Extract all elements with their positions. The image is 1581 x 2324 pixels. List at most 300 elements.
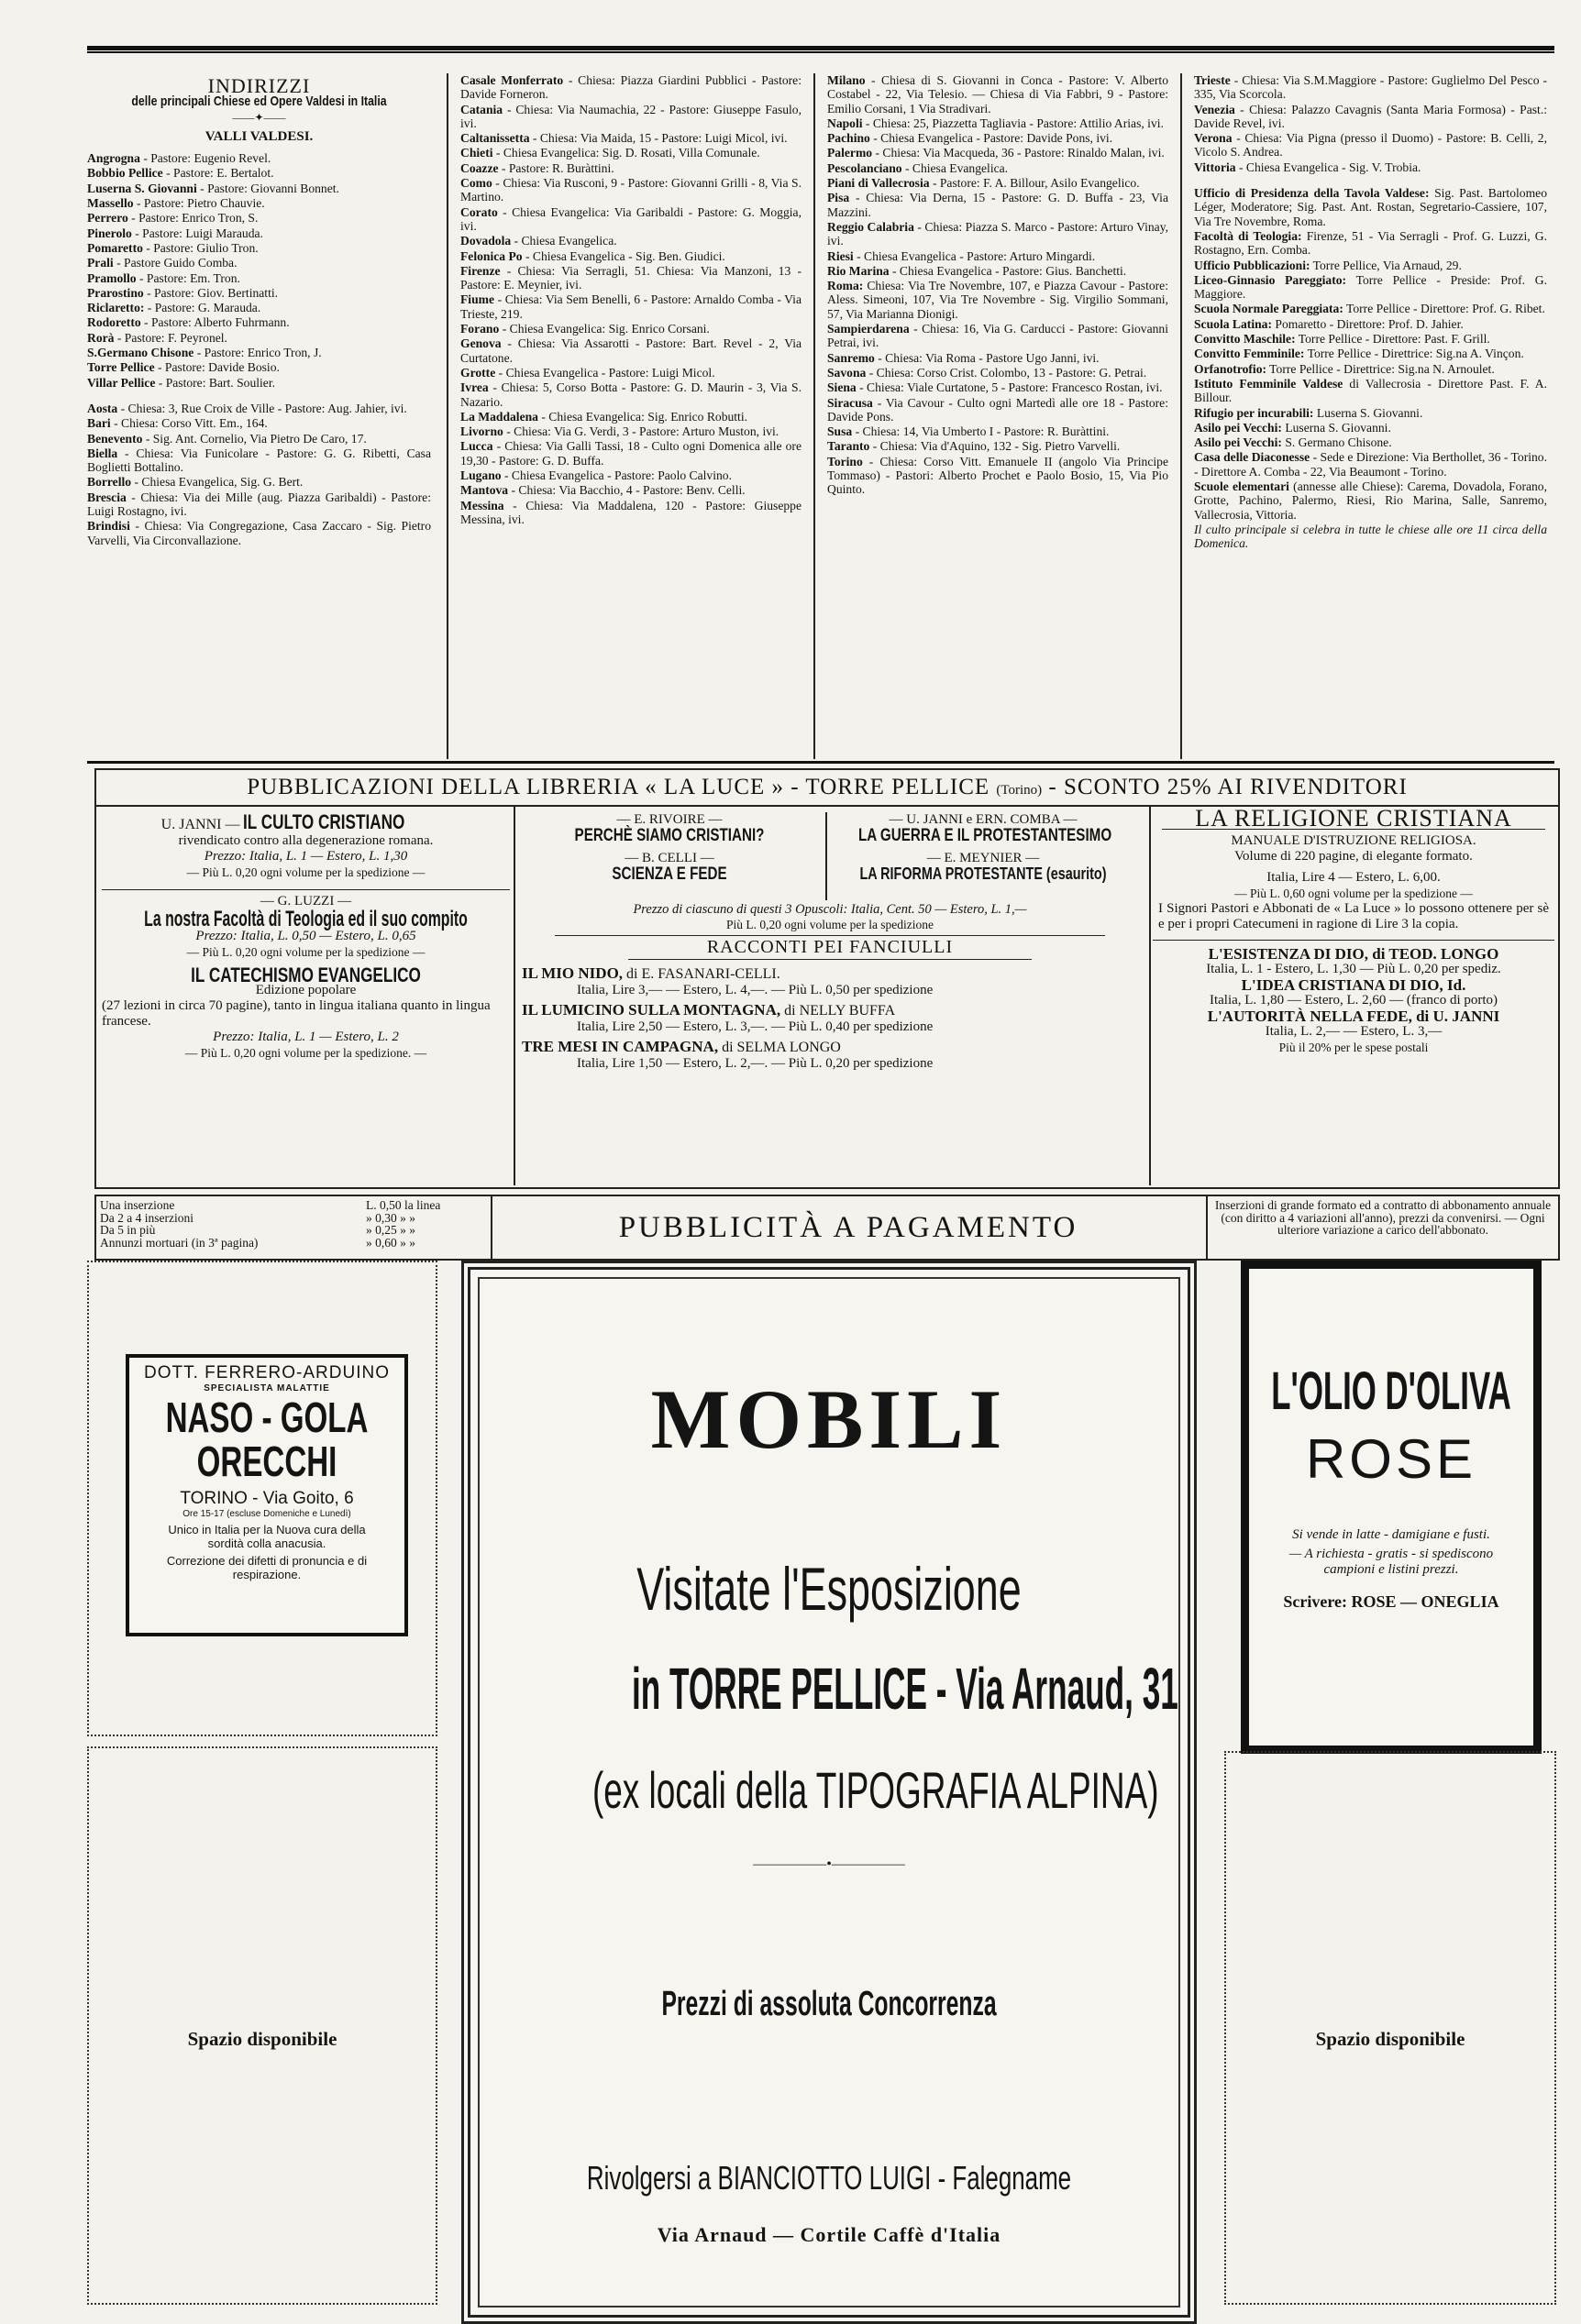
opuscoli-ship: Più L. 0,20 ogni volume per la spedizione	[725, 918, 934, 931]
entry-place: Prarostino	[87, 285, 144, 300]
address-entry	[460, 439, 802, 468]
rate-row	[100, 1212, 485, 1225]
ferrero-doctor: DOTT. FERRERO-ARDUINO	[144, 1363, 390, 1382]
entry-place: Napoli	[827, 116, 863, 130]
entry-detail: - Chiesa: Corso Crist. Colombo, 13 - Pastore: G. Petrai.	[866, 365, 1147, 380]
religione-note: I Signori Pastori e Abbonati de « La Luce » lo possono ottenere per sè e per i propri Catecumeni in ragione di Lire 3 la copia.	[1158, 901, 1549, 931]
top-rule-thin	[87, 51, 1554, 53]
publications-box	[94, 768, 1560, 1189]
address-entry	[827, 249, 1168, 263]
entry-detail: - Chiesa Evangelica - Pastore: Luigi Micol.	[495, 365, 715, 380]
entry-detail: - Pastore: Luigi Marauda.	[131, 226, 263, 240]
entry-place: Perrero	[87, 211, 128, 226]
opuscoli-price-text: Prezzo di ciascuno di questi 3 Opuscoli: Italia, Cent. 50 — Estero, L. 1,—	[633, 902, 1027, 917]
address-entry	[460, 292, 802, 321]
entry-detail: di Vallecrosia - Direttore Past. F. A. Billour.	[1194, 376, 1547, 405]
entry-detail: - Pastore: E. Bertalot.	[162, 166, 274, 181]
entry-place: Borrello	[87, 475, 132, 490]
address-entry	[827, 146, 1168, 160]
idea-price: Italia, L. 1,80 — Estero, L. 2,60 — (franco di porto)	[1209, 993, 1498, 1008]
entry-detail: - Sig. Ant. Cornelio, Via Pietro De Caro, 17.	[142, 431, 367, 446]
address-entry	[1194, 406, 1547, 420]
entry-place: Asilo pei Vecchi:	[1194, 420, 1282, 435]
address-entry	[87, 166, 431, 180]
address-entry	[1194, 259, 1547, 272]
entry-place: Genova	[460, 336, 502, 351]
pubblicita-title: PUBBLICITÀ A PAGAMENTO	[618, 1211, 1078, 1244]
entry-detail: - Chiesa: Via Naumachia, 22 - Pastore: Giuseppe Fasulo, ivi.	[460, 102, 802, 130]
entry-place: Vittoria	[1194, 160, 1236, 174]
religione-title: LA RELIGIONE CRISTIANA	[1195, 805, 1512, 832]
address-entry	[827, 424, 1168, 438]
autorita-price: Italia, L. 2,— — Estero, L. 3,—	[1265, 1024, 1443, 1039]
entry-place: Istituto Femminile Valdese	[1194, 376, 1343, 391]
address-entry	[460, 249, 802, 263]
valli-heading: VALLI VALDESI.	[205, 128, 314, 144]
address-entry	[460, 424, 802, 438]
facolta-ship: — Più L. 0,20 ogni volume per la spedizione —	[186, 945, 426, 959]
addresses-column-4	[1194, 73, 1547, 552]
entry-detail: - Pastore: Giovanni Bonnet.	[196, 181, 339, 195]
rate-label: Annunzi mortuari (in 3ª pagina)	[100, 1235, 259, 1250]
address-entry	[87, 182, 431, 195]
entry-place: La Maddalena	[460, 409, 538, 424]
address-entry	[87, 286, 431, 300]
entry-detail: - Chiesa: 25, Piazzetta Tagliavia - Pastore: Attilio Arias, ivi.	[862, 116, 1164, 130]
address-entry	[87, 211, 431, 225]
entry-place: Rio Marina	[827, 263, 890, 278]
address-entry	[1194, 103, 1547, 131]
entry-detail: - Chiesa: Via Assarotti - Pastore: Bart. Revel - 2, Via Curtatone.	[460, 336, 802, 365]
address-entry	[460, 176, 802, 204]
address-entry	[460, 234, 802, 248]
spazio-left: Spazio disponibile	[187, 2028, 337, 2050]
entry-detail: - Chiesa: Via Macqueda, 36 - Pastore: Rinaldo Malan, ivi.	[872, 146, 1165, 160]
address-entry	[87, 475, 431, 489]
address-entry	[87, 315, 431, 329]
ad-mobili	[461, 1261, 1197, 2324]
entry-place: Brindisi	[87, 519, 130, 534]
entry-place: Massello	[87, 196, 134, 211]
catechismo-title: IL CATECHISMO EVANGELICO	[191, 964, 421, 986]
address-entry	[87, 346, 431, 359]
entry-detail: - Pastore: Giov. Bertinatti.	[143, 285, 279, 300]
address-entry	[1194, 229, 1547, 258]
address-entry	[1194, 273, 1547, 302]
entry-detail: - Sede e Direzione: Via Berthollet, 36 - Torino. - Direttore A. Comba - 22, Via Beaumont - Torino.	[1194, 450, 1548, 479]
address-entry	[87, 446, 431, 475]
publications-header-main: PUBBLICAZIONI DELLA LIBRERIA « LA LUCE » - TORRE PELLICE	[247, 775, 990, 799]
entry-detail: - Chiesa Evangelica - Pastore: Arturo Mingardi.	[853, 248, 1096, 263]
entry-place: Brescia	[87, 490, 127, 504]
address-entry	[1194, 450, 1547, 479]
entries-list	[1194, 73, 1547, 551]
ferrero-orecchi: ORECCHI	[196, 1437, 337, 1485]
entry-place: Torino	[827, 454, 863, 468]
entry-place: Coazze	[460, 160, 499, 175]
entry-detail: - Pastore: Eugenio Revel.	[139, 151, 271, 166]
entry-place: Angrogna	[87, 151, 140, 166]
address-entry	[87, 151, 431, 165]
entry-place: Biella	[87, 446, 118, 460]
catechismo-ship: — Più L. 0,20 ogni volume per la spedizione. —	[184, 1046, 427, 1060]
celli-title: SCIENZA E FEDE	[612, 865, 727, 884]
facolta-price: Prezzo: Italia, L. 0,50 — Estero, L. 0,65	[195, 929, 416, 943]
entry-place: Asilo pei Vecchi:	[1194, 435, 1282, 450]
rates-table	[100, 1196, 485, 1261]
olio-title: L'OLIO D'OLIVA	[1271, 1361, 1511, 1421]
racconto-item	[522, 1039, 1142, 1072]
address-entry	[87, 256, 431, 270]
pub-divider	[514, 807, 515, 1185]
address-entry	[1194, 302, 1547, 315]
entry-detail: - Pastore: Davide Bosio.	[154, 360, 280, 375]
publications-header-small: (Torino)	[996, 783, 1043, 798]
entry-detail: - Chiesa Evangelica - Sig. V. Trobia.	[1235, 160, 1421, 174]
address-entry	[827, 396, 1168, 424]
opuscolo-rivoire	[518, 812, 821, 882]
entry-place: Casale Monferrato	[460, 73, 564, 87]
entry-place: Torre Pellice	[87, 360, 155, 375]
address-entry	[827, 351, 1168, 365]
religione-price: Italia, Lire 4 — Estero, L. 6,00.	[1266, 870, 1441, 885]
entry-detail: Sig. Past. Bartolomeo Léger, Moderatore; Sig. Past. Ant. Rostan, Segretario-Cassiere, 107, Via Tre Novembre, Roma.	[1194, 186, 1547, 228]
entry-place: Catania	[460, 102, 503, 116]
entry-place: Taranto	[827, 439, 870, 454]
entry-place: Riclaretto:	[87, 301, 145, 315]
top-rule	[87, 46, 1554, 50]
entry-detail: - Chiesa: Via Roma - Pastore Ugo Janni, ivi.	[874, 350, 1100, 365]
address-entry	[87, 360, 431, 374]
culto-title: IL CULTO CRISTIANO	[243, 810, 405, 833]
entries-list	[460, 73, 802, 526]
rate-price: » 0,25 » »	[366, 1223, 415, 1237]
entry-detail: - Chiesa: Via S.M.Maggiore - Pastore: Guglielmo Del Pesco - 335, Via Scorcola.	[1194, 73, 1547, 102]
entry-detail: - Chiesa Evangelica, Sig. G. Bert.	[131, 475, 304, 490]
rate-price: » 0,60 » »	[366, 1235, 415, 1250]
racconto-item	[522, 1002, 1142, 1035]
address-entry	[460, 483, 802, 497]
entry-place: Scuole elementari	[1194, 479, 1289, 494]
ad-ferrero	[126, 1354, 408, 1636]
address-entry	[827, 191, 1168, 219]
entry-place: Susa	[827, 424, 853, 439]
entry-detail: - Pastore: G. Marauda.	[144, 301, 261, 315]
publications-header-tail: - SCONTO 25% AI RIVENDITORI	[1048, 775, 1408, 799]
entry-place: Pescolanciano	[827, 160, 902, 175]
entry-place: Felonica Po	[460, 248, 523, 263]
culto-price: Prezzo: Italia, L. 1 — Estero, L. 1,30	[204, 849, 408, 864]
address-entry	[827, 322, 1168, 350]
entry-place: Prali	[87, 256, 114, 270]
address-entry	[460, 468, 802, 482]
autorita-title: L'AUTORITÀ NELLA FEDE, di U. JANNI	[1207, 1008, 1500, 1025]
publications-header	[96, 770, 1558, 807]
entry-place: Lucca	[460, 439, 493, 454]
entry-detail: - Pastore: R. Buràttini.	[498, 160, 614, 175]
addresses-column-1	[87, 73, 431, 548]
entry-detail: - Chiesa Evangelica: Sig. D. Rosati, Villa Comunale.	[492, 146, 760, 160]
address-entry	[827, 73, 1168, 116]
racconti-header: RACCONTI PEI FANCIULLI	[706, 937, 954, 957]
spazio-right: Spazio disponibile	[1315, 2028, 1465, 2050]
address-entry	[827, 264, 1168, 278]
racconto-author: di E. FASANARI-CELLI.	[623, 966, 780, 982]
address-entry	[87, 416, 431, 430]
address-entry	[1194, 377, 1547, 405]
entry-place: Rodoretto	[87, 315, 141, 330]
entry-detail: - Chiesa: Via Pigna (presso il Duomo) - Pastore: B. Celli, 2, Vicolo S. Andrea.	[1194, 131, 1547, 160]
entry-place: Luserna S. Giovanni	[87, 181, 197, 195]
entry-place: Siena	[827, 380, 857, 395]
entry-place: Ufficio Pubblicazioni:	[1194, 258, 1310, 272]
indirizzi-title: INDIRIZZI	[207, 74, 311, 97]
address-entry	[827, 161, 1168, 175]
address-entry	[1194, 73, 1547, 102]
entry-place: Fiume	[460, 292, 494, 307]
entry-place: Casa delle Diaconesse	[1194, 450, 1310, 465]
entry-detail: - Chiesa Evangelica: Sig. Enrico Corsani.	[499, 322, 710, 336]
address-entry	[460, 205, 802, 234]
address-entry	[460, 499, 802, 527]
section-rule	[87, 761, 1554, 764]
addresses-column-3	[827, 73, 1168, 498]
rivoire-author: — E. RIVOIRE —	[616, 812, 723, 827]
entry-place: S.Germano Chisone	[87, 346, 194, 360]
entry-detail: - Chiesa: Via Sem Benelli, 6 - Pastore: Arnaldo Comba - Via Trieste, 219.	[460, 292, 802, 321]
address-entry	[827, 439, 1168, 453]
entry-place: Liceo-Ginnasio Pareggiato:	[1194, 272, 1347, 287]
ferrero-corr: Correzione dei difetti di pronuncia e di respirazione.	[166, 1554, 368, 1581]
olio-rose: ROSE	[1305, 1428, 1477, 1490]
address-entry	[1194, 362, 1547, 376]
entry-place: Scuola Normale Pareggiata:	[1194, 302, 1343, 316]
entry-place: Caltanissetta	[460, 131, 530, 146]
address-entry	[1194, 523, 1547, 551]
mobili-line1: Visitate l'Esposizione	[636, 1555, 1022, 1623]
address-entry	[87, 402, 431, 415]
entry-detail: - Pastore: Enrico Tron, S.	[127, 211, 259, 226]
entry-detail: Torre Pellice - Direttrice: Sig.na A. Vinçon.	[1304, 347, 1524, 361]
entry-place: Chieti	[460, 146, 493, 160]
indirizzi-subtitle: delle principali Chiese ed Opere Valdesi in Italia	[131, 94, 387, 110]
entry-place: Riesi	[827, 248, 854, 263]
entry-place: Bari	[87, 416, 111, 431]
entry-place: Dovadola	[460, 234, 512, 248]
entry-place: Ufficio di Presidenza della Tavola Valdese:	[1194, 186, 1430, 201]
entry-detail: - Pastore: Em. Tron.	[136, 270, 240, 285]
entry-detail: - Pastore: Giulio Tron.	[142, 240, 259, 255]
entry-place: Savona	[827, 365, 867, 380]
entry-detail: - Pastore Guido Comba.	[113, 256, 238, 270]
entry-detail: - Chiesa: 16, Via G. Carducci - Pastore: Giovanni Petrai, ivi.	[827, 322, 1168, 350]
entry-detail: - Chiesa Evangelica.	[901, 160, 1009, 175]
entry-place: Rifugio per incurabili:	[1194, 405, 1314, 420]
entry-place: Grotte	[460, 365, 496, 380]
address-entry	[1194, 435, 1547, 449]
entry-detail: Torre Pellice, Via Arnaud, 29.	[1310, 258, 1462, 272]
entry-detail: - Pastore: F. A. Billour, Asilo Evangelico.	[929, 176, 1140, 191]
entry-place: Verona	[1194, 131, 1233, 146]
entry-detail: - Chiesa di S. Giovanni in Conca - Pastore: V. Alberto Costabel - 22, Via Telesio. — Chiesa di Via Fabbri, 9 - Pastore: Emilio Corsani, 1 Via Stradivari.	[827, 73, 1168, 116]
address-entry	[87, 376, 431, 390]
catechismo-desc: (27 lezioni in circa 70 pagine), tanto in lingua italiana quanto in lingua francese.	[102, 998, 491, 1029]
entry-place: Scuola Latina:	[1194, 316, 1272, 331]
rates-note: Inserzioni di grande formato ed a contratto di abbonamento annuale (con diritto a 4 variazioni all'anno), prezzi da convenirsi. — Ogni ulteriore variazione a carico dell'abbonato.	[1214, 1198, 1552, 1237]
address-entry	[1194, 131, 1547, 160]
entry-place: Bobbio Pellice	[87, 166, 163, 181]
address-entry	[460, 380, 802, 409]
entry-detail: Il culto principale si celebra in tutte le chiese alle ore 11 circa della Domenica.	[1194, 522, 1547, 551]
entry-place: Messina	[460, 498, 504, 512]
opuscolo-janni	[825, 812, 1139, 900]
mobili-title: MOBILI	[650, 1372, 1008, 1466]
mobili-line5: Rivolgersi a BIANCIOTTO LUIGI - Falegname	[586, 2159, 1072, 2197]
entry-place: Pramollo	[87, 270, 137, 285]
entry-place: Livorno	[460, 424, 503, 439]
facolta-author: — G. LUZZI —	[102, 889, 510, 909]
entry-place: Siracusa	[827, 395, 873, 410]
entry-detail: - Chiesa: Piazza Giardini Pubblici - Pastore: Davide Forneron.	[460, 73, 802, 102]
celli-author: — B. CELLI —	[625, 851, 714, 865]
entry-detail: Luserna S. Giovanni.	[1281, 420, 1391, 435]
column-divider	[1180, 73, 1182, 759]
entry-place: Orfanotrofio:	[1194, 361, 1267, 376]
entry-detail: - Pastore: Bart. Soulier.	[155, 375, 276, 390]
entry-detail: - Chiesa: Via Serragli, 51. Chiesa: Via Manzoni, 13 - Pastore: E. Meynier, ivi.	[460, 263, 802, 292]
idea-title: L'IDEA CRISTIANA DI DIO, Id.	[1241, 976, 1466, 994]
address-entry	[87, 519, 431, 547]
entry-detail: Torre Pellice - Direttore: Past. F. Grill.	[1295, 332, 1490, 347]
entry-detail: - Chiesa: 5, Corso Botta - Pastore: G. D. Maurin - 3, Via S. Nazario.	[460, 380, 802, 409]
address-entry	[87, 490, 431, 519]
address-entry	[1194, 317, 1547, 331]
ferrero-addr: TORINO - Via Goito, 6	[180, 1489, 354, 1508]
entry-detail: - Chiesa Evangelica: Via Garibaldi - Pastore: G. Moggia, ivi.	[460, 204, 802, 233]
ferrero-spec: SPECIALISTA MALATTIE	[204, 1383, 330, 1393]
newspaper-page	[87, 46, 1554, 2301]
entry-place: Milano	[827, 73, 866, 87]
entry-place: Trieste	[1194, 73, 1231, 87]
entry-place: Lugano	[460, 468, 502, 483]
entry-place: Sanremo	[827, 350, 875, 365]
racconto-author: di SELMA LONGO	[718, 1040, 841, 1055]
religione-sub: MANUALE D'ISTRUZIONE RELIGIOSA.	[1231, 833, 1476, 848]
olio-richiesta: — A richiesta - gratis - si spediscono campioni e listini prezzi.	[1288, 1547, 1494, 1577]
advertising-rates-bar	[94, 1195, 1560, 1261]
entry-detail: Pomaretto - Direttore: Prof. D. Jahier.	[1271, 316, 1464, 331]
opuscoli-price	[518, 902, 1142, 918]
spacer	[1194, 175, 1547, 186]
rate-price: L. 0,50 la linea	[366, 1198, 441, 1212]
column-divider	[813, 73, 815, 759]
entry-detail: - Chiesa: Via Derna, 15 - Pastore: G. D. Buffa - 23, Via Mazzini.	[827, 191, 1168, 219]
entry-detail: - Chiesa: Via Galli Tassi, 18 - Culto ogni Domenica alle ore 19,30 - Pastore: G. D. Buffa.	[460, 439, 802, 468]
entry-detail: - Chiesa: Via Rusconi, 9 - Pastore: Giovanni Grilli - 8, Via S. Martino.	[460, 176, 802, 204]
religione-vol: Volume di 220 pagine, di elegante formato.	[1234, 849, 1473, 864]
entry-detail: Chiesa: Via Tre Novembre, 107, e Piazza Cavour - Pastore: Aless. Simeoni, 107, Via Tre Novembre - Sig. Virgilio Sommani, 57, Via Marianna Dionigi.	[827, 279, 1168, 321]
entry-place: Palermo	[827, 146, 873, 160]
entry-place: Villar Pellice	[87, 375, 156, 390]
entry-place: Forano	[460, 322, 500, 336]
entry-place: Piani di Vallecrosia	[827, 176, 930, 191]
entry-detail: - Chiesa: Via Maddalena, 120 - Pastore: Giuseppe Messina, ivi.	[460, 498, 802, 526]
culto-ship: — Più L. 0,20 ogni volume per la spedizione —	[186, 865, 426, 879]
entries-list	[87, 151, 431, 547]
entry-detail: - Pastore: Pietro Chauvie.	[133, 196, 265, 211]
mobili-line6: Via Arnaud — Cortile Caffè d'Italia	[657, 2223, 1001, 2246]
ferrero-naso-gola: NASO - GOLA	[165, 1393, 369, 1441]
entry-detail: S. Germano Chisone.	[1281, 435, 1392, 450]
column-divider	[447, 73, 448, 759]
entry-place: Pachino	[827, 131, 870, 146]
rate-row	[100, 1199, 485, 1212]
rate-label: Una inserzione	[100, 1198, 175, 1212]
entry-place: Convitto Maschile:	[1194, 332, 1296, 347]
entry-detail: - Pastore: F. Peyronel.	[114, 330, 227, 345]
address-entry	[827, 131, 1168, 145]
address-entry	[1194, 479, 1547, 522]
ad-empty-left	[87, 1746, 437, 2305]
entry-detail: - Chiesa Evangelica - Sig. Ben. Giudici.	[522, 248, 725, 263]
racconto-title: TRE MESI IN CAMPAGNA,	[522, 1038, 719, 1055]
postal-note: Più il 20% per le spese postali	[1278, 1041, 1429, 1054]
entry-place: Rorà	[87, 330, 115, 345]
rate-row	[100, 1224, 485, 1237]
pub-left-column	[102, 807, 510, 1185]
entry-detail: - Chiesa Evangelica - Pastore: Gius. Banchetti.	[889, 263, 1127, 278]
racconto-price: Italia, Lire 1,50 — Estero, L. 2,—. — Più L. 0,20 per spedizione	[577, 1056, 934, 1071]
entry-detail: - Chiesa: Palazzo Cavagnis (Santa Maria Formosa) - Past.: Davide Revel, ivi.	[1194, 102, 1547, 130]
entry-detail: Luserna S. Giovanni.	[1313, 405, 1423, 420]
address-entry	[87, 241, 431, 255]
entries-list	[827, 73, 1168, 497]
address-entry	[460, 410, 802, 424]
rivoire-title: PERCHÈ SIAMO CRISTIANI?	[574, 826, 765, 845]
entry-detail: - Chiesa: Corso Vitt. Em., 164.	[110, 416, 268, 431]
address-entry	[460, 146, 802, 160]
entry-place: Firenze	[460, 263, 501, 278]
address-entry	[1194, 160, 1547, 174]
entry-detail: - Chiesa: Viale Curtatone, 5 - Pastore: Francesco Rostan, ivi.	[856, 380, 1163, 395]
address-entry	[460, 161, 802, 175]
address-entry	[1194, 421, 1547, 435]
catechismo-edition: Edizione popolare	[255, 983, 357, 997]
address-entry	[87, 196, 431, 210]
address-entry	[827, 279, 1168, 321]
entry-detail: - Via Cavour - Culto ogni Martedì alle ore 18 - Pastore: Davide Pons.	[827, 395, 1168, 424]
rate-price: » 0,30 » »	[366, 1210, 415, 1225]
entry-place: Pisa	[827, 191, 850, 205]
entry-place: Como	[460, 176, 492, 191]
address-entry	[1194, 332, 1547, 346]
racconto-price: Italia, Lire 2,50 — Estero, L. 3,—. — Più L. 0,40 per spedizione	[577, 1019, 934, 1034]
entry-place: Facoltà di Teologia:	[1194, 228, 1302, 243]
entry-detail: (annesse alle Chiese): Carema, Dovadola, Forano, Grotte, Pachino, Palermo, Riesi, Rio Marina, Salle, Sanremo, Vallecrosia, Vittoria.	[1194, 479, 1548, 522]
esistenza-title: L'ESISTENZA DI DIO, di TEOD. LONGO	[1208, 945, 1499, 963]
address-entry	[460, 73, 802, 102]
addresses-column-2	[460, 73, 802, 527]
janni-comba-author: — U. JANNI e ERN. COMBA —	[889, 812, 1078, 827]
address-entry	[460, 322, 802, 336]
address-entry	[87, 226, 431, 240]
entry-detail: - Chiesa: Corso Vitt. Emanuele II (angolo Via Principe Tommaso) - Pastori: Alberto Prochet e Paolo Bosio, 15, Via Pio Quinto.	[827, 454, 1168, 497]
entry-detail: Torre Pellice - Direttrice: Sig.na N. Arnoulet.	[1266, 361, 1495, 376]
janni-comba-title: LA GUERRA E IL PROTESTANTESIMO	[858, 826, 1112, 845]
culto-sub: rivendicato contro alla degenerazione romana.	[178, 833, 434, 848]
address-entry	[460, 103, 802, 131]
entry-detail: - Chiesa Evangelica - Pastore: Davide Pons, ivi.	[869, 131, 1113, 146]
